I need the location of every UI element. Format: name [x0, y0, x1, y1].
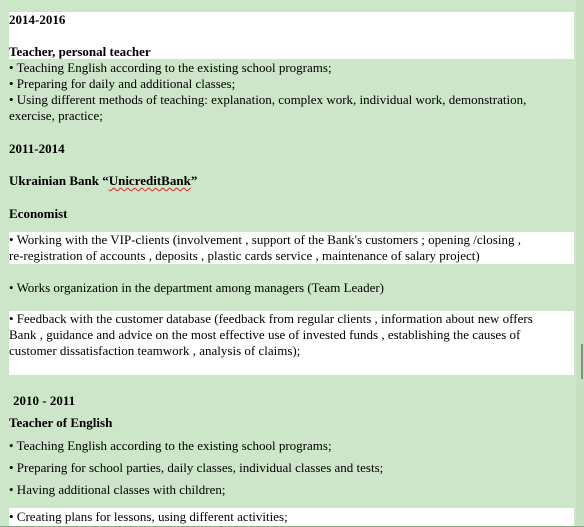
job2-bullet-1-cont: re-registration of accounts , deposits , plastic cards service , maintenance of salary project)	[9, 248, 480, 263]
job2-bullet-3-cont2: customer dissatisfaction teamwork , analysis of claims);	[9, 343, 301, 358]
job2-period: 2011-2014	[9, 141, 65, 156]
job1-bullet-3: • Using different methods of teaching: explanation, complex work, individual work, demonstration,	[9, 92, 527, 107]
job1-bullet-2: • Preparing for daily and additional classes;	[9, 76, 236, 91]
company-prefix: Ukrainian Bank “	[9, 173, 109, 188]
job2-bullet-3: • Feedback with the customer database (feedback from regular clients , information about new offers	[9, 311, 533, 326]
job2-bullet-3-cont1: Bank , guidance and advice on the most effective use of invested funds , establishing the causes of	[9, 327, 521, 342]
scrollbar-thumb[interactable]	[581, 344, 583, 379]
job1-bullet-3-cont: exercise, practice;	[9, 108, 103, 123]
job2-bullet-1: • Working with the VIP-clients (involvement , support of the Bank's customers ; opening /closing ,	[9, 232, 521, 247]
job3-period: 2010 - 2011	[13, 393, 76, 408]
job2-company	[9, 173, 197, 189]
job3-bullet-1: • Teaching English according to the existing school programs;	[9, 438, 332, 453]
job3-title: Teacher of English	[9, 415, 113, 430]
job3-bullet-4: • Creating plans for lessons, using different activities;	[9, 509, 288, 524]
job1-title: Teacher, personal teacher	[9, 44, 151, 59]
job2-bullet-2: • Works organization in the department among managers (Team Leader)	[9, 280, 385, 295]
company-suffix: ”	[190, 173, 198, 188]
job2-position: Economist	[9, 206, 68, 221]
vertical-scrollbar[interactable]	[576, 0, 584, 527]
job3-bullet-2: • Preparing for school parties, daily classes, individual classes and tests;	[9, 460, 384, 475]
job1-bullet-1: • Teaching English according to the existing school programs;	[9, 60, 332, 75]
job1-period: 2014-2016	[9, 12, 66, 27]
company-name-spellcheck: UnicreditBank	[108, 173, 191, 188]
job3-bullet-3: • Having additional classes with children;	[9, 482, 226, 497]
